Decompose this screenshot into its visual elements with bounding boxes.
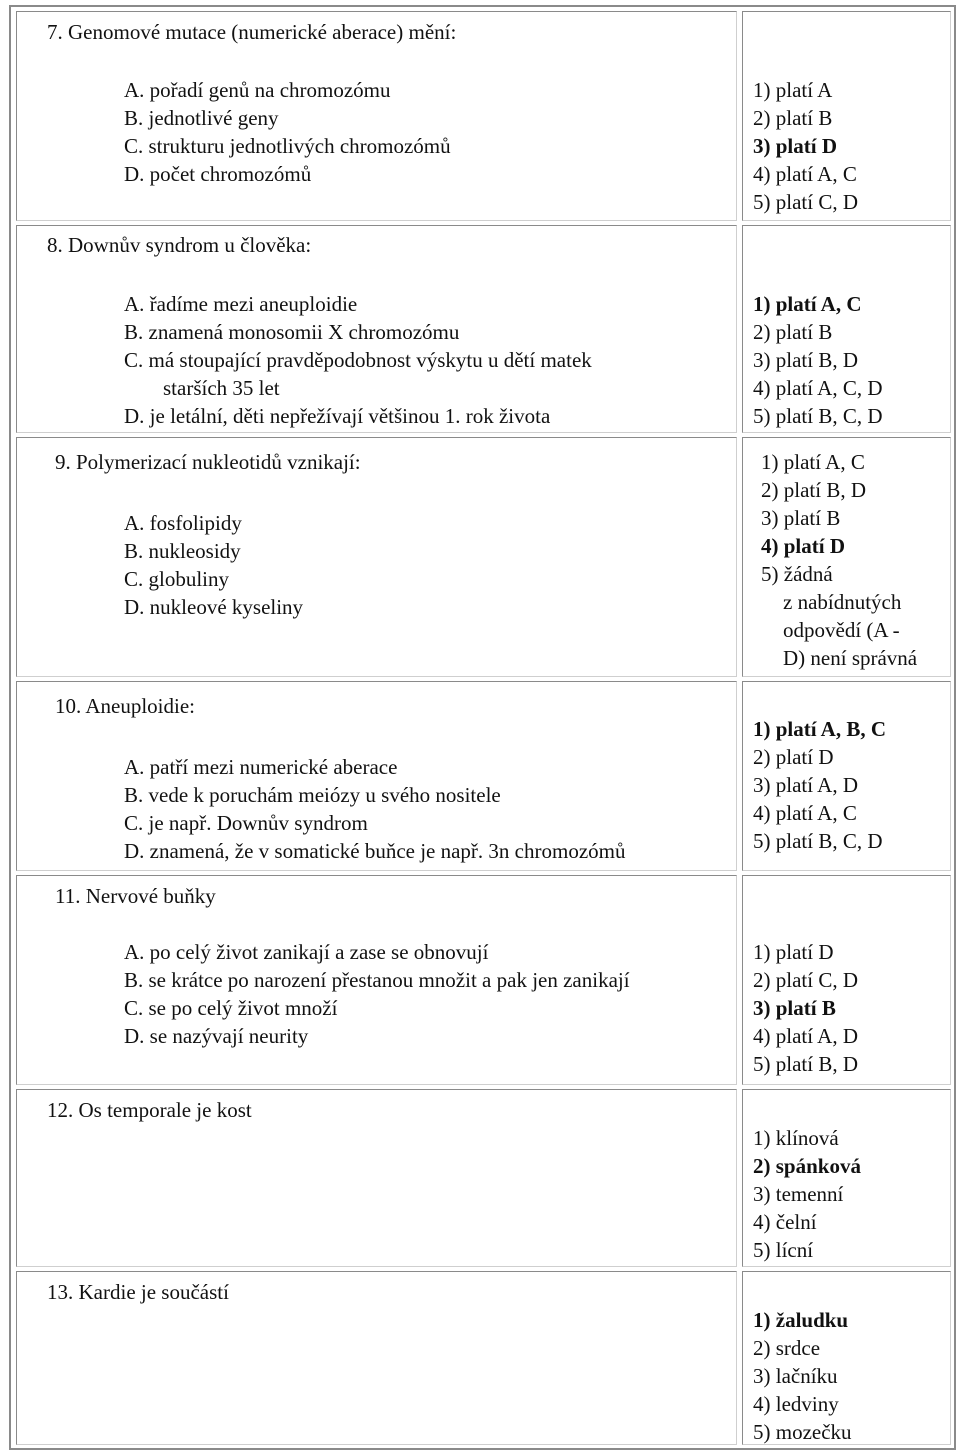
option-b: B. nukleosidy	[124, 539, 241, 563]
answer-2: 2) srdce	[753, 1336, 821, 1360]
answer-3: 3) platí A, D	[753, 773, 858, 797]
answer-3-correct: 3) platí B	[753, 996, 836, 1020]
answer-3: 3) temenní	[753, 1182, 844, 1206]
answer-4: 4) ledviny	[753, 1392, 839, 1416]
answer-5: 5) platí B, C, D	[753, 404, 883, 428]
answer-4: 4) platí A, C, D	[753, 376, 883, 400]
answer-2: 2) platí D	[753, 745, 834, 769]
answer-5: 5) platí B, D	[753, 1052, 858, 1076]
option-c: C. má stoupající pravděpodobnost výskytu u dětí matek	[124, 348, 592, 372]
answer-4: 4) platí A, C	[753, 162, 857, 186]
answer-cell	[742, 225, 951, 433]
answer-1: 1) platí A	[753, 78, 833, 102]
option-c: C. je např. Downův syndrom	[124, 811, 368, 835]
question-cell	[16, 681, 737, 871]
answer-3: 3) platí B, D	[753, 348, 858, 372]
question-row-7	[16, 11, 951, 221]
answer-5-continued: D) není správná	[783, 646, 918, 670]
answer-cell	[742, 437, 951, 677]
question-row-9	[16, 437, 951, 677]
answer-cell	[742, 1271, 951, 1445]
answer-cell	[742, 875, 951, 1085]
option-a: A. po celý život zanikají a zase se obnovují	[124, 940, 489, 964]
answer-1-correct: 1) žaludku	[753, 1308, 849, 1332]
answer-5-continued: odpovědí (A -	[783, 618, 900, 642]
option-d: D. znamená, že v somatické buňce je např. 3n chromozómů	[124, 839, 626, 863]
option-a: A. fosfolipidy	[124, 511, 242, 535]
answer-3: 3) lačníku	[753, 1364, 838, 1388]
question-title: 9. Polymerizací nukleotidů vznikají:	[55, 450, 361, 474]
answer-3: 3) platí B	[761, 506, 841, 530]
answer-5: 5) mozečku	[753, 1420, 852, 1444]
option-b: B. jednotlivé geny	[124, 106, 279, 130]
answer-1: 1) platí A, C	[761, 450, 865, 474]
question-cell	[16, 11, 737, 221]
answer-cell	[742, 11, 951, 221]
question-title: 13. Kardie je součástí	[47, 1280, 229, 1304]
answer-1: 1) klínová	[753, 1126, 839, 1150]
answer-2: 2) platí B	[753, 320, 833, 344]
option-d: D. se nazývají neurity	[124, 1024, 309, 1048]
question-cell	[16, 875, 737, 1085]
option-a: A. řadíme mezi aneuploidie	[124, 292, 358, 316]
option-c: C. strukturu jednotlivých chromozómů	[124, 134, 451, 158]
answer-cell	[742, 1089, 951, 1267]
answer-1-correct: 1) platí A, B, C	[753, 717, 887, 741]
answer-2-correct: 2) spánková	[753, 1154, 861, 1178]
answer-cell	[742, 681, 951, 871]
question-cell	[16, 1271, 737, 1445]
option-a: A. patří mezi numerické aberace	[124, 755, 398, 779]
answer-1: 1) platí D	[753, 940, 834, 964]
question-title: 12. Os temporale je kost	[47, 1098, 252, 1122]
option-b: B. znamená monosomii X chromozómu	[124, 320, 460, 344]
answer-4-correct: 4) platí D	[761, 534, 845, 558]
question-title: 10. Aneuploidie:	[55, 694, 195, 718]
answer-2: 2) platí C, D	[753, 968, 858, 992]
option-c-continued: starších 35 let	[163, 376, 280, 400]
option-d: D. počet chromozómů	[124, 162, 312, 186]
answer-3-correct: 3) platí D	[753, 134, 837, 158]
question-row-12	[16, 1089, 951, 1267]
answer-4: 4) čelní	[753, 1210, 817, 1234]
option-b: B. se krátce po narození přestanou množit a pak jen zanikají	[124, 968, 630, 992]
question-title: 8. Downův syndrom u člověka:	[47, 233, 312, 257]
question-cell	[16, 1089, 737, 1267]
answer-5: 5) žádná	[761, 562, 833, 586]
answer-5-continued: z nabídnutých	[783, 590, 902, 614]
answer-5: 5) platí B, C, D	[753, 829, 883, 853]
answer-4: 4) platí A, C	[753, 801, 857, 825]
question-row-10	[16, 681, 951, 871]
answer-1-correct: 1) platí A, C	[753, 292, 862, 316]
answer-2: 2) platí B	[753, 106, 833, 130]
option-b: B. vede k poruchám meiózy u svého nositele	[124, 783, 501, 807]
option-c: C. globuliny	[124, 567, 230, 591]
answer-2: 2) platí B, D	[761, 478, 866, 502]
question-row-8	[16, 225, 951, 433]
question-title: 11. Nervové buňky	[55, 884, 216, 908]
question-row-11	[16, 875, 951, 1085]
question-cell	[16, 225, 737, 433]
question-row-13	[16, 1271, 951, 1445]
option-d: D. je letální, děti nepřežívají většinou 1. rok života	[124, 404, 551, 428]
option-d: D. nukleové kyseliny	[124, 595, 304, 619]
quiz-table	[9, 5, 956, 1450]
question-title: 7. Genomové mutace (numerické aberace) mění:	[47, 20, 457, 44]
option-a: A. pořadí genů na chromozómu	[124, 78, 391, 102]
option-c: C. se po celý život množí	[124, 996, 338, 1020]
answer-5: 5) platí C, D	[753, 190, 858, 214]
question-cell	[16, 437, 737, 677]
answer-4: 4) platí A, D	[753, 1024, 858, 1048]
answer-5: 5) lícní	[753, 1238, 814, 1262]
